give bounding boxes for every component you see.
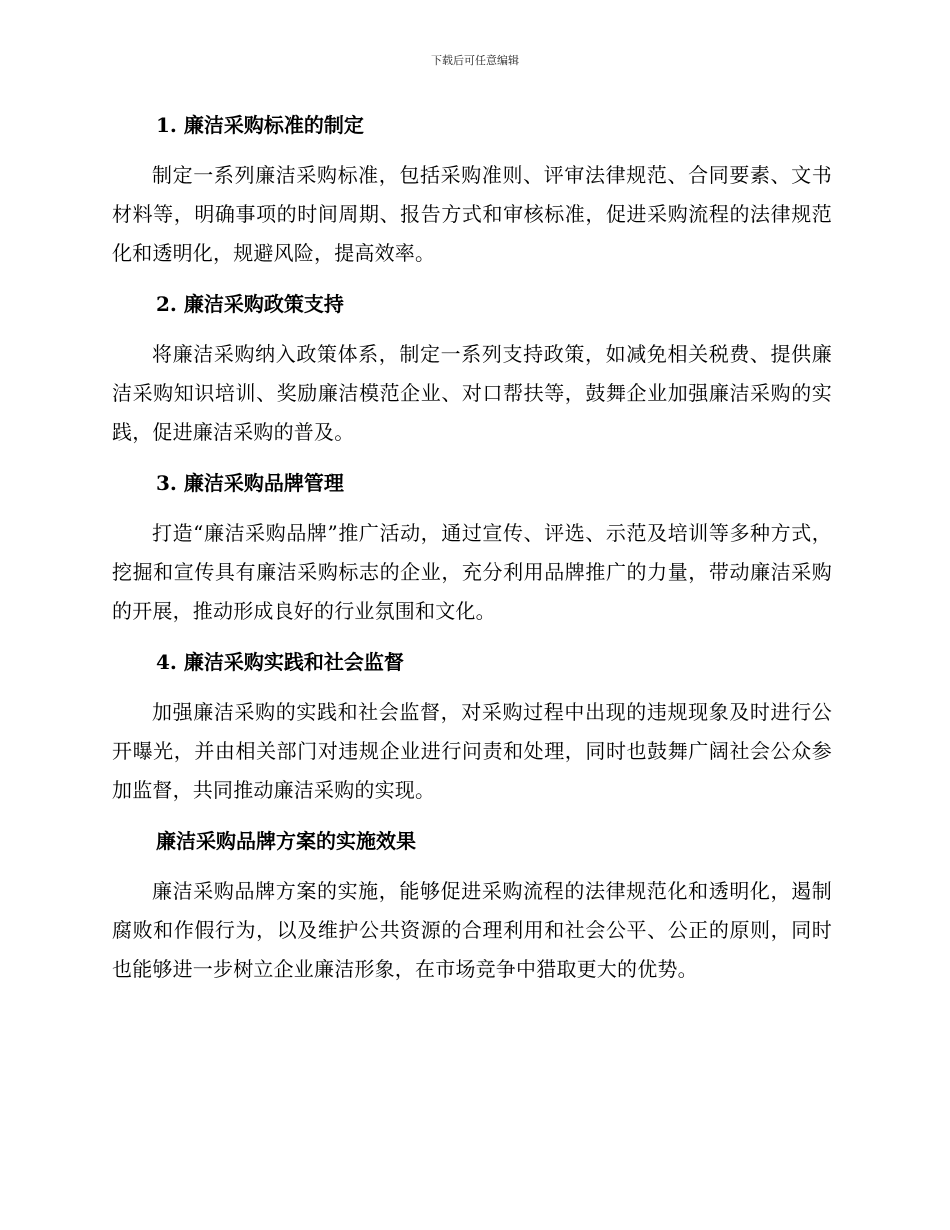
section-5 bbox=[112, 824, 832, 989]
section-paragraph: 将廉洁采购纳入政策体系，制定一系列支持政策，如减免相关税费、提供廉洁采购知识培训、奖励廉洁模范企业、对口帮扶等，鼓舞企业加强廉洁采购的实践，促进廉洁采购的普及。 bbox=[112, 342, 832, 444]
section-heading: 2. 廉洁采购政策支持 bbox=[156, 292, 344, 316]
section-heading: 廉洁采购品牌方案的实施效果 bbox=[156, 829, 416, 853]
section-paragraph: 加强廉洁采购的实践和社会监督，对采购过程中出现的违规现象及时进行公开曝光，并由相关部门对违规企业进行问责和处理，同时也鼓舞广阔社会公众参加监督，共同推动廉洁采购的实现。 bbox=[112, 700, 832, 802]
section-paragraph: 制定一系列廉洁采购标准，包括采购准则、评审法律规范、合同要素、文书材料等，明确事项的时间周期、报告方式和审核标准，促进采购流程的法律规范化和透明化，规避风险，提高效率。 bbox=[112, 163, 832, 265]
section-heading: 3. 廉洁采购品牌管理 bbox=[156, 471, 344, 495]
page-header: 下载后可任意编辑 bbox=[431, 54, 519, 67]
section-3 bbox=[112, 466, 832, 631]
section-paragraph: 打造“廉洁采购品牌”推广活动，通过宣传、评选、示范及培训等多种方式，挖掘和宣传具有廉洁采购标志的企业，充分利用品牌推广的力量，带动廉洁采购的开展，推动形成良好的行业氛围和文化。 bbox=[112, 521, 832, 623]
section-heading: 4. 廉洁采购实践和社会监督 bbox=[156, 650, 404, 674]
document-body bbox=[112, 108, 832, 1003]
section-paragraph: 廉洁采购品牌方案的实施，能够促进采购流程的法律规范化和透明化，遏制腐败和作假行为，以及维护公共资源的合理利用和社会公平、公正的原则，同时也能够进一步树立企业廉洁形象，在市场竞争中猎取更大的优势。 bbox=[112, 879, 832, 981]
section-4 bbox=[112, 645, 832, 810]
section-1 bbox=[112, 108, 832, 273]
section-heading: 1. 廉洁采购标准的制定 bbox=[156, 113, 364, 137]
section-2 bbox=[112, 287, 832, 452]
